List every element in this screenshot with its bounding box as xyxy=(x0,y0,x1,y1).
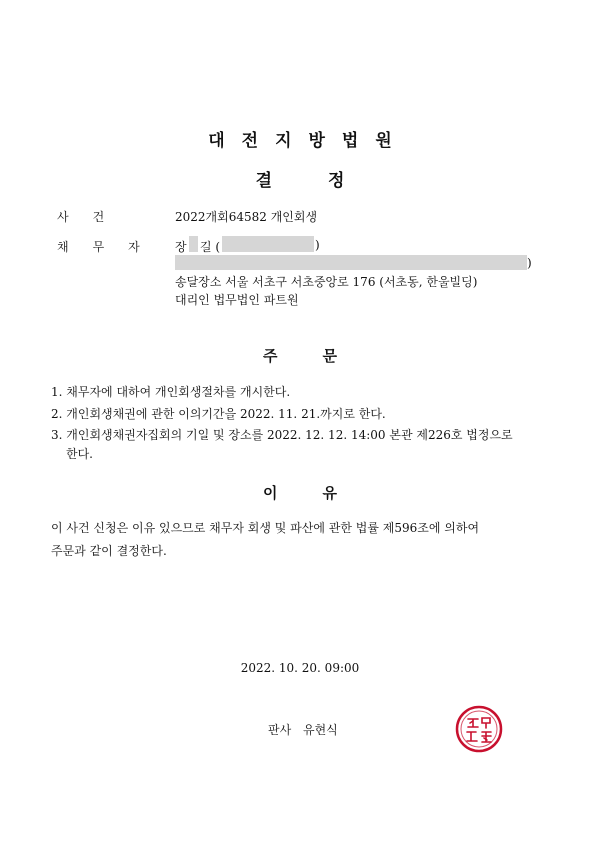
order-section-title: 주문 xyxy=(263,347,382,365)
case-label: 사건 xyxy=(57,210,129,224)
legal-agent: 대리인 법무법인 파트원 xyxy=(175,293,299,307)
judge-title: 판사 xyxy=(268,723,292,737)
redacted-name-middle xyxy=(189,236,198,252)
reason-line-1: 이 사건 신청은 이유 있으므로 채무자 회생 및 파산에 관한 법률 제596조에 의하여 xyxy=(51,521,480,535)
reason-line-2: 주문과 같이 결정한다. xyxy=(51,544,167,558)
debtor-paren-close: ) xyxy=(315,238,320,252)
debtor-address-paren-close: ) xyxy=(527,256,532,270)
debtor-name-last: 길 ( xyxy=(200,240,221,254)
court-name: 대전지방법원 xyxy=(208,131,409,151)
debtor-name-first: 장 xyxy=(175,240,187,254)
case-number: 2022개회64582 개인회생 xyxy=(175,210,318,224)
judge-name: 유현식 xyxy=(303,723,338,737)
document-type-title: 결정 xyxy=(255,171,401,191)
redacted-id-number xyxy=(222,236,314,252)
decision-datetime: 2022. 10. 20. 09:00 xyxy=(240,661,360,675)
redacted-debtor-address xyxy=(175,255,527,270)
order-item-2: 2. 개인회생채권에 관한 이의기간을 2022. 11. 21.까지로 한다. xyxy=(51,407,386,421)
debtor-label: 채무자 xyxy=(57,240,164,254)
service-address: 송달장소 서울 서초구 서초중앙로 176 (서초동, 한울빌딩) xyxy=(175,275,478,289)
order-item-1: 1. 채무자에 대하여 개인회생절차를 개시한다. xyxy=(51,385,291,399)
judge-seal-stamp xyxy=(454,704,504,754)
reason-section-title: 이유 xyxy=(263,484,382,502)
order-item-3: 3. 개인회생채권자집회의 기일 및 장소를 2022. 12. 12. 14:00 본관 제226호 법정으로 xyxy=(51,428,513,442)
order-item-3-continued: 한다. xyxy=(66,447,93,461)
